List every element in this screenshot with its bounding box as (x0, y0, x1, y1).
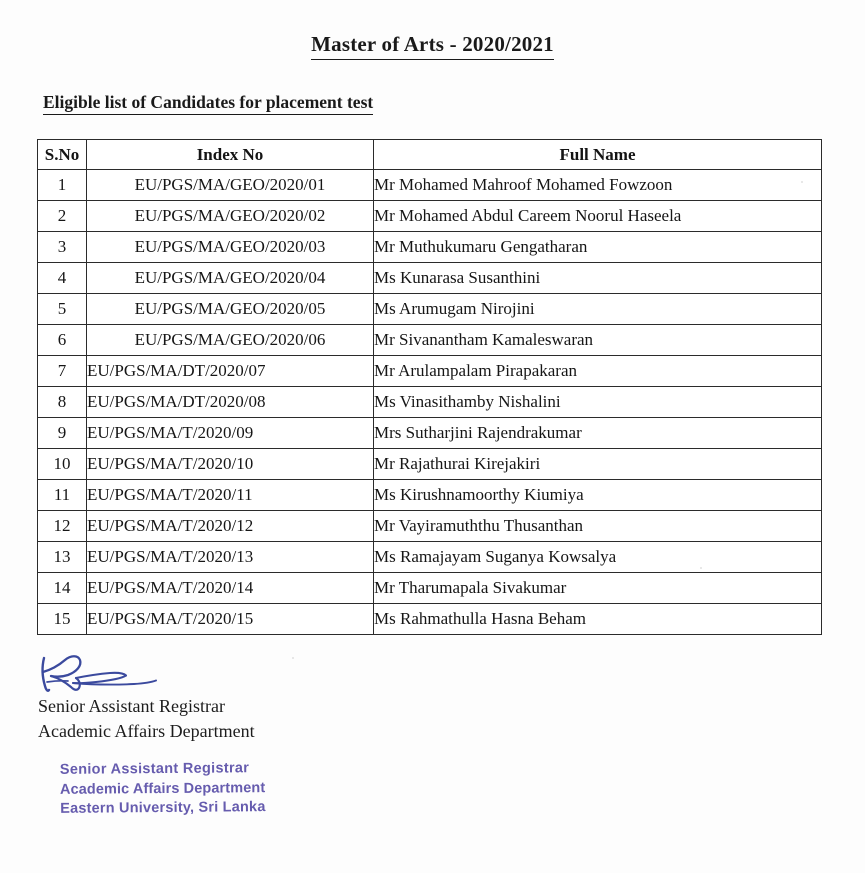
cell-index-no: EU/PGS/MA/GEO/2020/03 (87, 232, 374, 263)
scan-speck (700, 567, 702, 569)
candidates-table-container (37, 139, 821, 635)
cell-sno: 13 (38, 542, 87, 573)
cell-full-name: Mr Arulampalam Pirapakaran (374, 356, 822, 387)
cell-full-name: Ms Arumugam Nirojini (374, 294, 822, 325)
table-row (38, 387, 822, 418)
page-subtitle (43, 92, 373, 115)
cell-sno: 5 (38, 294, 87, 325)
cell-sno: 12 (38, 511, 87, 542)
cell-index-no: EU/PGS/MA/T/2020/09 (87, 418, 374, 449)
cell-index-no: EU/PGS/MA/T/2020/14 (87, 573, 374, 604)
cell-sno: 6 (38, 325, 87, 356)
table-row (38, 294, 822, 325)
table-row (38, 356, 822, 387)
cell-sno: 2 (38, 201, 87, 232)
cell-index-no: EU/PGS/MA/GEO/2020/05 (87, 294, 374, 325)
cell-index-no: EU/PGS/MA/DT/2020/07 (87, 356, 374, 387)
column-header-sno: S.No (38, 140, 87, 170)
column-header-full-name: Full Name (374, 140, 822, 170)
table-row (38, 201, 822, 232)
cell-index-no: EU/PGS/MA/T/2020/13 (87, 542, 374, 573)
cell-full-name: Mr Vayiramuththu Thusanthan (374, 511, 822, 542)
table-row (38, 542, 822, 573)
table-row (38, 325, 822, 356)
cell-index-no: EU/PGS/MA/T/2020/12 (87, 511, 374, 542)
cell-sno: 7 (38, 356, 87, 387)
cell-full-name: Mr Sivanantham Kamaleswaran (374, 325, 822, 356)
page-subtitle-text: Eligible list of Candidates for placement test (43, 92, 373, 115)
cell-sno: 15 (38, 604, 87, 635)
cell-full-name: Mr Muthukumaru Gengatharan (374, 232, 822, 263)
cell-sno: 14 (38, 573, 87, 604)
table-row (38, 604, 822, 635)
cell-index-no: EU/PGS/MA/T/2020/11 (87, 480, 374, 511)
page-title (0, 32, 865, 60)
table-row (38, 480, 822, 511)
cell-index-no: EU/PGS/MA/GEO/2020/02 (87, 201, 374, 232)
signatory-designation (38, 694, 255, 744)
table-header (38, 140, 822, 170)
table-row (38, 511, 822, 542)
table-row (38, 263, 822, 294)
cell-sno: 4 (38, 263, 87, 294)
stamp-line-university: Eastern University, Sri Lanka (60, 799, 266, 817)
cell-index-no: EU/PGS/MA/T/2020/10 (87, 449, 374, 480)
table-row (38, 170, 822, 201)
cell-full-name: Ms Kirushnamoorthy Kiumiya (374, 480, 822, 511)
cell-sno: 8 (38, 387, 87, 418)
cell-full-name: Mr Tharumapala Sivakumar (374, 573, 822, 604)
table-body (38, 170, 822, 635)
cell-full-name: Mrs Sutharjini Rajendrakumar (374, 418, 822, 449)
official-stamp (60, 759, 266, 819)
cell-sno: 10 (38, 449, 87, 480)
cell-full-name: Ms Vinasithamby Nishalini (374, 387, 822, 418)
cell-full-name: Mr Mohamed Mahroof Mohamed Fowzoon (374, 170, 822, 201)
scan-speck (801, 181, 803, 183)
cell-index-no: EU/PGS/MA/DT/2020/08 (87, 387, 374, 418)
stamp-line-department: Academic Affairs Department (59, 779, 266, 798)
candidates-table (37, 139, 822, 635)
cell-full-name: Mr Mohamed Abdul Careem Noorul Haseela (374, 201, 822, 232)
table-row (38, 418, 822, 449)
scan-speck (292, 657, 294, 659)
cell-index-no: EU/PGS/MA/GEO/2020/01 (87, 170, 374, 201)
cell-sno: 1 (38, 170, 87, 201)
table-row (38, 232, 822, 263)
table-row (38, 573, 822, 604)
handwritten-signature-icon (38, 652, 168, 698)
page-title-text: Master of Arts - 2020/2021 (311, 32, 554, 60)
table-row (38, 449, 822, 480)
cell-full-name: Ms Rahmathulla Hasna Beham (374, 604, 822, 635)
cell-index-no: EU/PGS/MA/T/2020/15 (87, 604, 374, 635)
cell-index-no: EU/PGS/MA/GEO/2020/06 (87, 325, 374, 356)
signatory-title: Senior Assistant Registrar (38, 696, 225, 716)
cell-sno: 3 (38, 232, 87, 263)
cell-full-name: Mr Rajathurai Kirejakiri (374, 449, 822, 480)
signatory-department: Academic Affairs Department (38, 721, 255, 741)
table-header-row (38, 140, 822, 170)
cell-index-no: EU/PGS/MA/GEO/2020/04 (87, 263, 374, 294)
cell-sno: 11 (38, 480, 87, 511)
cell-full-name: Ms Ramajayam Suganya Kowsalya (374, 542, 822, 573)
stamp-line-title: Senior Assistant Registrar (59, 760, 250, 778)
cell-sno: 9 (38, 418, 87, 449)
column-header-index-no: Index No (87, 140, 374, 170)
cell-full-name: Ms Kunarasa Susanthini (374, 263, 822, 294)
